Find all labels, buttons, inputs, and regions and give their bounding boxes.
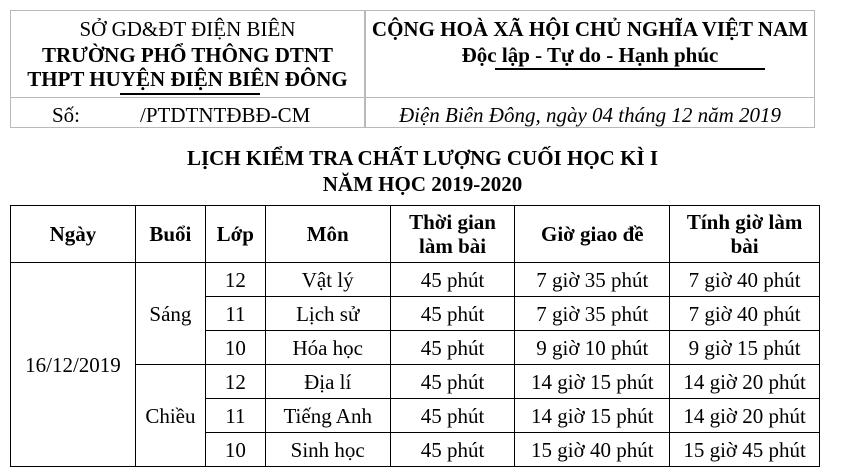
header-subject: Môn [265, 206, 390, 263]
header-divider [10, 97, 815, 98]
document-header [10, 10, 810, 128]
header-session: Buổi [135, 206, 205, 263]
duration-cell: 45 phút [390, 433, 515, 467]
start-cell: 9 giờ 15 phút [670, 331, 820, 365]
exam-date-cell: 16/12/2019 [11, 263, 136, 467]
exam-schedule-table [10, 205, 820, 467]
grade-cell: 10 [205, 433, 265, 467]
session-morning: Sáng [135, 263, 205, 365]
subject-cell: Sinh học [265, 433, 390, 467]
header-grade: Lớp [205, 206, 265, 263]
handout-cell: 15 giờ 40 phút [515, 433, 670, 467]
grade-cell: 11 [205, 297, 265, 331]
header-start-time [670, 206, 820, 263]
document-title: LỊCH KIỂM TRA CHẤT LƯỢNG CUỐI HỌC KÌ I [186, 146, 658, 170]
grade-cell: 11 [205, 399, 265, 433]
start-cell: 14 giờ 20 phút [670, 365, 820, 399]
grade-cell: 12 [205, 263, 265, 297]
table-row [11, 263, 820, 297]
header-start-time-line1: Tính giờ làm [686, 210, 803, 234]
subject-cell: Lịch sử [265, 297, 390, 331]
header-duration-line1: Thời gian [409, 210, 496, 234]
session-afternoon: Chiều [135, 365, 205, 467]
motto-underline [495, 68, 765, 70]
duration-cell: 45 phút [390, 365, 515, 399]
start-cell: 7 giờ 40 phút [670, 297, 820, 331]
grade-cell: 12 [205, 365, 265, 399]
school-underline [120, 93, 260, 95]
national-motto: Độc lập - Tự do - Hạnh phúc [461, 43, 719, 67]
header-handout-time: Giờ giao đề [515, 206, 670, 263]
duration-cell: 45 phút [390, 297, 515, 331]
school-name-line1: TRƯỜNG PHỔ THÔNG DTNT [41, 43, 334, 67]
table-header-row [11, 206, 820, 263]
document-number-label: Số: [52, 103, 81, 127]
national-title: CỘNG HOÀ XÃ HỘI CHỦ NGHĨA VIỆT NAM [371, 17, 809, 41]
subject-cell: Vật lý [265, 263, 390, 297]
start-cell: 14 giờ 20 phút [670, 399, 820, 433]
school-name-line2: THPT HUYỆN ĐIỆN BIÊN ĐÔNG [27, 67, 348, 91]
document-date: Điện Biên Đông, ngày 04 tháng 12 năm 2019 [398, 103, 782, 127]
handout-cell: 7 giờ 35 phút [515, 263, 670, 297]
duration-cell: 45 phút [390, 399, 515, 433]
duration-cell: 45 phút [390, 263, 515, 297]
handout-cell: 14 giờ 15 phút [515, 399, 670, 433]
handout-cell: 14 giờ 15 phút [515, 365, 670, 399]
grade-cell: 10 [205, 331, 265, 365]
document-number-value: /PTDTNTĐBĐ-CM [140, 103, 311, 127]
subject-cell: Hóa học [265, 331, 390, 365]
agency-name: SỞ GD&ĐT ĐIỆN BIÊN [79, 17, 296, 41]
document-subtitle: NĂM HỌC 2019-2020 [322, 172, 523, 196]
handout-cell: 7 giờ 35 phút [515, 297, 670, 331]
subject-cell: Tiếng Anh [265, 399, 390, 433]
header-duration-line2: làm bài [419, 234, 487, 258]
header-duration [390, 206, 515, 263]
start-cell: 15 giờ 45 phút [670, 433, 820, 467]
header-date: Ngày [11, 206, 136, 263]
header-start-time-line2: bài [730, 234, 759, 258]
handout-cell: 9 giờ 10 phút [515, 331, 670, 365]
duration-cell: 45 phút [390, 331, 515, 365]
start-cell: 7 giờ 40 phút [670, 263, 820, 297]
subject-cell: Địa lí [265, 365, 390, 399]
